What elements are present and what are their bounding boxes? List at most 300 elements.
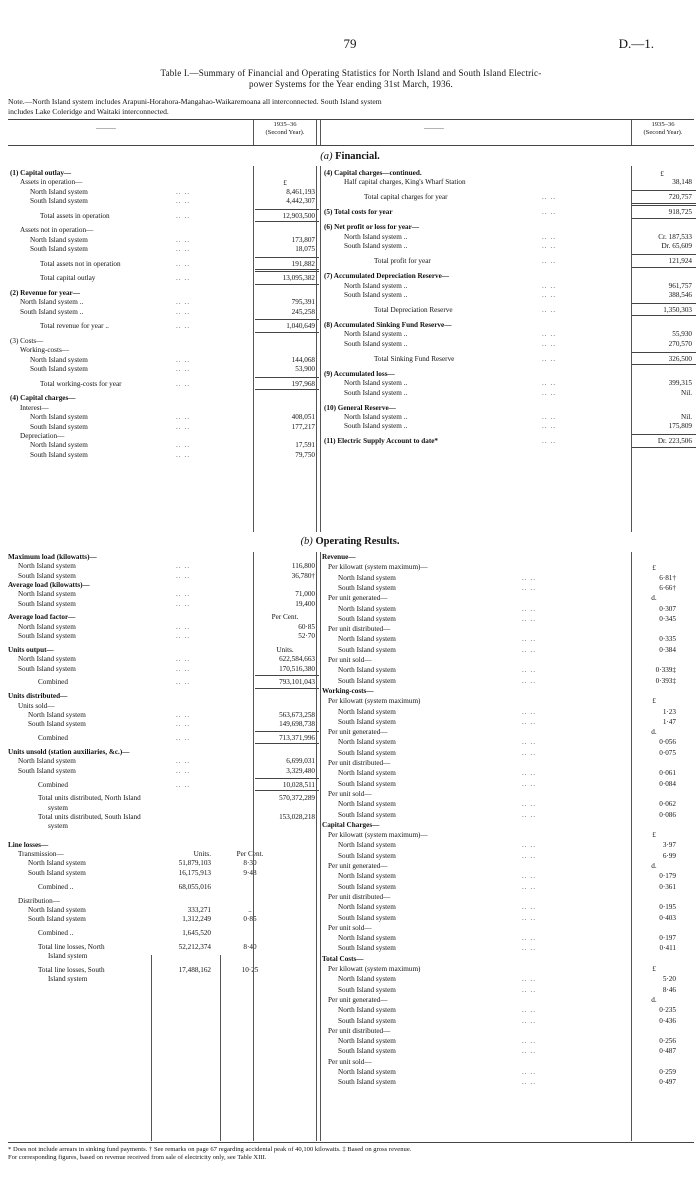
leader-dots: .. .. [522, 707, 536, 716]
row-label: Per unit distributed— [328, 759, 391, 767]
table-row [322, 583, 694, 593]
row-value: d. [651, 594, 657, 603]
line-losses-divider-1 [151, 955, 152, 1141]
row-label: Combined [38, 780, 68, 789]
row-label: North Island system [18, 562, 76, 571]
row-value: .. [248, 905, 252, 914]
row-label: Maximum load (kilowatts)— [8, 553, 97, 561]
table-row [322, 696, 694, 706]
row-value: 0·256 [659, 1037, 676, 1046]
table-row [8, 780, 318, 790]
table-row [8, 599, 318, 609]
row-label: South Island system [30, 245, 88, 254]
financial-divider-3 [320, 166, 321, 532]
total-rule [255, 731, 319, 732]
row-value: 0·384 [659, 645, 676, 654]
row-value: 55,930 [672, 330, 692, 339]
row-units-value: 1,312,249 [182, 915, 211, 924]
leader-dots: .. .. [176, 632, 190, 640]
row-label: North Island system [338, 934, 396, 943]
row-value: 0·056 [659, 738, 676, 747]
row-label: South Island system [338, 748, 396, 757]
table-row [322, 1016, 694, 1026]
row-label: Island system [48, 975, 88, 984]
leader-dots: .. .. [522, 810, 536, 819]
column-headers [8, 121, 694, 143]
right-year-header [632, 121, 694, 137]
table-row [8, 733, 318, 743]
table-row [322, 923, 694, 933]
total-rule [255, 675, 319, 676]
table-row [322, 665, 694, 675]
leader-dots: .. .. [176, 235, 190, 244]
table-row [322, 768, 694, 778]
leader-dots: .. .. [176, 355, 190, 364]
row-value: 0·259 [659, 1068, 676, 1076]
table-row [322, 758, 694, 768]
leader-dots: .. .. [522, 1047, 536, 1056]
total-rule [632, 352, 696, 353]
row-label: North Island system [338, 738, 396, 747]
table-row [322, 1067, 694, 1077]
header-divider-2 [316, 120, 317, 145]
row-value: 961,757 [668, 281, 692, 290]
row-label: North Island system [28, 710, 86, 719]
row-label: Total capital charges for year [364, 193, 448, 202]
leader-dots: .. .. [176, 720, 190, 729]
table-row [8, 244, 318, 254]
operating-divider-3 [320, 552, 321, 1141]
table-title-line-2: power Systems for the Year ending 31st March, 1936. [249, 79, 453, 89]
table-row [322, 305, 694, 315]
row-label: South Island system [30, 422, 88, 431]
table-row [322, 985, 694, 995]
row-label: North Island system [338, 841, 396, 850]
table-row [8, 259, 318, 269]
row-value: 9·48 [243, 868, 257, 877]
row-value: 149,698,738 [279, 720, 315, 729]
table-row [322, 943, 694, 953]
operating-heading-text: Operating Results. [315, 536, 400, 547]
leader-dots: .. .. [522, 800, 536, 809]
table-row [322, 388, 694, 398]
row-label: South Island system [338, 1047, 396, 1056]
row-label: (1) Capital outlay— [10, 169, 72, 177]
leader-dots: .. .. [542, 422, 556, 431]
footnote-line-1: * Does not include arrears in sinking fund payments. † See remarks on page 67 regarding accidental peak of 40,100 kilowatts. ‡ Based on gross revenue. [8, 1146, 412, 1153]
leader-dots: .. .. [522, 676, 536, 685]
table-row [322, 624, 694, 634]
row-label: Per kilowatt (system maximum) [328, 965, 421, 973]
page-header [0, 36, 700, 52]
leader-dots: .. .. [522, 903, 536, 912]
row-value: Dr. 65,609 [661, 242, 692, 251]
row-label: South Island system [338, 944, 396, 953]
table-row [8, 951, 318, 961]
leader-dots: .. .. [176, 322, 190, 331]
row-label: Total working-costs for year [40, 379, 122, 388]
operating-divider-4 [631, 552, 632, 1141]
leader-dots: .. .. [542, 413, 556, 421]
row-label: Per kilowatt (system maximum)— [328, 831, 428, 840]
row-value: £ [652, 697, 656, 706]
left-year-sublabel: (Second Year). [265, 129, 305, 136]
row-label: South Island system [18, 632, 76, 640]
table-row [322, 799, 694, 809]
leader-dots: .. .. [522, 573, 536, 582]
table-row [322, 820, 694, 830]
leader-dots: .. .. [542, 257, 556, 266]
row-label: North Island system .. [344, 281, 408, 290]
footnote-line-2: For corresponding figures, based on revenue received from sale of electricity only, see Table XIII. [8, 1154, 267, 1161]
row-label: North Island system [338, 635, 396, 644]
table-row [322, 871, 694, 881]
leader-dots: .. .. [522, 1068, 536, 1076]
row-label: (4) Capital charges—continued. [324, 169, 422, 177]
row-value: 3·97 [662, 841, 676, 850]
table-row [322, 954, 694, 964]
row-label: North Island system [338, 573, 396, 582]
row-value: 0·345 [659, 614, 676, 623]
row-value: 116,800 [291, 562, 315, 571]
table-row [322, 207, 694, 217]
table-row [8, 868, 318, 878]
row-label: Per unit sold— [328, 1057, 372, 1066]
row-label: North Island system [338, 872, 396, 881]
row-value: d. [651, 728, 657, 737]
leader-dots: .. .. [522, 635, 536, 644]
row-label: North Island system [338, 707, 396, 716]
row-value: 563,673,258 [279, 710, 315, 719]
row-value: 0·195 [659, 903, 676, 912]
row-value: 720,757 [668, 193, 692, 202]
row-label: South Island system .. [344, 242, 408, 251]
table-row [322, 290, 694, 300]
right-year-label: 1935–36 [651, 121, 675, 128]
row-label: North Island system [338, 975, 396, 984]
header-divider-4 [631, 120, 632, 145]
leader-dots: .. .. [176, 562, 190, 571]
table-row [322, 593, 694, 603]
row-value: Units. [276, 645, 294, 654]
leader-dots: .. .. [542, 306, 556, 314]
row-value: 177,217 [291, 422, 315, 431]
leader-dots: .. .. [542, 291, 556, 299]
row-label: Average load (kilowatts)— [8, 580, 90, 589]
table-row [322, 974, 694, 984]
total-rule [255, 257, 319, 258]
left-year-header [254, 121, 316, 137]
row-label: Depreciation— [20, 432, 65, 440]
row-value: 0·075 [659, 748, 676, 757]
table-row [8, 273, 318, 283]
total-rule [255, 743, 319, 744]
row-label: Total assets not in operation [40, 259, 121, 268]
leader-dots: .. .. [176, 365, 190, 374]
row-label: (5) Total costs for year [324, 208, 393, 217]
total-rule [632, 218, 696, 219]
unit-symbol: £ [652, 564, 656, 573]
row-label: North Island system [338, 1068, 396, 1076]
leader-dots: .. .. [522, 851, 536, 860]
row-label: (8) Accumulated Sinking Fund Reserve— [324, 321, 452, 329]
row-label: Combined .. [38, 929, 74, 937]
row-label: Per unit generated— [328, 594, 388, 603]
row-label: Interest— [20, 403, 49, 412]
row-units-value: 52,212,374 [178, 942, 211, 951]
leader-dots: .. .. [176, 187, 190, 196]
row-value: 918,725 [668, 208, 692, 217]
row-value: 408,051 [291, 413, 315, 422]
row-label: North Island system [338, 1037, 396, 1046]
table-row [8, 321, 318, 331]
table-row [322, 737, 694, 747]
row-label: South Island system [28, 915, 86, 924]
total-rule [255, 377, 319, 378]
footnotes [8, 1146, 698, 1162]
table-row [322, 707, 694, 717]
leader-dots: .. .. [522, 985, 536, 994]
row-value: 1·23 [662, 707, 676, 716]
leader-dots: .. .. [522, 769, 536, 778]
line-losses-divider-2 [220, 955, 221, 1141]
row-label: Total Costs— [322, 954, 364, 963]
row-label: South Island system [338, 676, 396, 685]
table-row [322, 604, 694, 614]
leader-dots: .. .. [522, 583, 536, 592]
row-label: North Island system [30, 441, 88, 450]
table-row [322, 892, 694, 902]
row-value: 0·411 [659, 944, 676, 953]
row-label: (9) Accumulated loss— [324, 369, 395, 378]
row-label: North Island system [338, 800, 396, 809]
row-label: Per unit generated— [328, 728, 388, 737]
row-label: North Island system [338, 903, 396, 912]
row-label: (7) Accumulated Depreciation Reserve— [324, 272, 450, 281]
row-value: 1·47 [662, 717, 676, 726]
row-label: South Island system [338, 851, 396, 860]
row-value: 121,924 [668, 257, 692, 266]
row-label: South Island system [28, 868, 86, 877]
row-value: 8·30 [243, 859, 257, 868]
row-value: 79,750 [295, 450, 315, 459]
row-value: 71,000 [295, 590, 315, 599]
table-row [322, 779, 694, 789]
total-rule [632, 315, 696, 316]
table-row [8, 364, 318, 374]
leader-dots: .. .. [176, 766, 190, 775]
table-row [8, 307, 318, 317]
row-label: North Island system [18, 655, 76, 664]
leader-dots: .. .. [542, 339, 556, 348]
row-value: 10,028,511 [282, 780, 315, 789]
row-label: South Island system [338, 810, 396, 819]
total-rule [255, 778, 319, 779]
row-value: 0·179 [659, 872, 676, 881]
table-row [322, 1046, 694, 1056]
row-label: South Island system [338, 717, 396, 726]
financial-divider-1 [253, 166, 254, 532]
row-value: 191,882 [291, 259, 315, 268]
row-label: Transmission— [18, 850, 64, 859]
leader-dots: .. .. [176, 307, 190, 316]
row-label: South Island system [338, 645, 396, 654]
table-row [322, 810, 694, 820]
row-label: Total units distributed, North Island [38, 794, 141, 803]
row-value: 6,699,031 [286, 757, 315, 766]
table-row [322, 192, 694, 202]
leader-dots: .. .. [522, 1006, 536, 1015]
leader-dots: .. .. [542, 388, 556, 397]
row-label: North Island system .. [344, 379, 408, 388]
total-rule [255, 269, 319, 270]
table-row [322, 789, 694, 799]
table-row [322, 1077, 694, 1087]
row-label: system [48, 803, 68, 812]
leader-dots: .. .. [542, 193, 556, 202]
row-value: 6·99 [662, 851, 676, 860]
row-value: 0·85 [243, 915, 257, 924]
row-value: 0·339‡ [655, 666, 676, 675]
row-value: 0·361 [659, 882, 676, 891]
operating-divider-1 [253, 552, 254, 1141]
row-label: South Island system [338, 913, 396, 922]
total-rule [632, 254, 696, 255]
table-row [322, 882, 694, 892]
row-value: 3,329,480 [286, 766, 315, 775]
leader-dots: .. .. [522, 944, 536, 953]
row-label: North Island system .. [344, 330, 408, 339]
row-label: Total line losses, North [38, 942, 105, 951]
row-units-value: 68,055,016 [178, 882, 211, 891]
row-label: (4) Capital charges— [10, 394, 76, 403]
row-value: 197,968 [291, 379, 315, 388]
row-value: £ [652, 965, 656, 973]
row-value: 326,500 [668, 354, 692, 363]
row-label: North Island system [30, 235, 88, 244]
row-label: Assets not in operation— [20, 226, 94, 235]
row-label: Per unit distributed— [328, 1026, 391, 1035]
row-label: (2) Revenue for year— [10, 289, 80, 297]
row-value: 1,350,303 [663, 306, 692, 314]
row-value: 795,391 [291, 298, 315, 307]
total-rule [255, 271, 319, 272]
row-label: North Island system [28, 859, 86, 868]
row-value: 399,315 [668, 379, 692, 388]
row-label: Units unsold (station auxiliaries, &c.)— [8, 748, 130, 756]
left-year-label: 1935–36 [273, 121, 297, 128]
leader-dots: .. .. [176, 441, 190, 450]
table-row [322, 1036, 694, 1046]
row-value: 17,591 [295, 441, 315, 450]
table-row [322, 1026, 694, 1036]
table-row [322, 851, 694, 861]
financial-right-column [322, 168, 694, 538]
table-row [322, 1005, 694, 1015]
row-value: 713,371,996 [279, 734, 315, 743]
table-row [322, 241, 694, 251]
row-value: 622,584,663 [279, 655, 315, 664]
row-value: 6·66† [659, 583, 676, 592]
row-value: 6·81† [659, 573, 676, 582]
row-value: 10·25 [241, 966, 259, 975]
row-label: Combined [38, 678, 68, 687]
leader-dots: .. .. [176, 780, 190, 789]
row-label: South Island system [338, 1078, 396, 1087]
row-label: Per unit sold— [328, 789, 372, 798]
row-label: Combined .. [38, 882, 74, 891]
row-label: Units output— [8, 645, 54, 654]
table-row [322, 354, 694, 364]
table-row [8, 882, 318, 892]
table-row [322, 717, 694, 727]
row-value: 170,516,380 [279, 664, 315, 673]
row-value: Nil. [681, 413, 692, 421]
table-row [322, 840, 694, 850]
row-value: 173,807 [291, 235, 315, 244]
leader-dots: .. .. [176, 757, 190, 766]
row-label: North Island system [30, 187, 88, 196]
table-row [322, 995, 694, 1005]
leader-dots: .. .. [522, 614, 536, 623]
row-label: Working-costs— [20, 346, 69, 355]
row-value: 245,258 [291, 307, 315, 316]
table-row [8, 766, 318, 776]
row-value: 1,040,649 [286, 322, 315, 331]
row-value: 0·197 [659, 934, 676, 943]
total-rule [632, 434, 696, 435]
document-reference: D.—1. [618, 36, 654, 51]
row-value: 18,075 [295, 245, 315, 254]
table-row [322, 614, 694, 624]
page-number: 79 [343, 36, 357, 51]
total-rule [632, 203, 696, 204]
total-rule [632, 205, 696, 206]
row-label: North Island system .. [344, 232, 408, 241]
row-label: Half capital charges, King's Wharf Station [344, 178, 466, 187]
table-row [8, 914, 318, 924]
table-row [322, 748, 694, 758]
leader-dots: .. .. [522, 666, 536, 675]
row-label: Per kilowatt (system maximum)— [328, 563, 428, 572]
total-rule [632, 364, 696, 365]
row-label: Total assets in operation [40, 211, 110, 220]
row-label: Per unit sold— [328, 656, 372, 664]
row-value: d. [651, 862, 657, 870]
leader-dots: .. .. [522, 779, 536, 788]
row-value: 53,900 [295, 365, 315, 374]
leader-dots: .. .. [522, 882, 536, 891]
table-title-line-1: Table I.—Summary of Financial and Operating Statistics for North Island and South Island Electric- [160, 68, 542, 78]
row-label: North Island system [28, 905, 86, 914]
operating-divider-2 [316, 552, 317, 1141]
row-value: 0·497 [659, 1078, 676, 1087]
row-value: Cr. 187,533 [658, 232, 692, 241]
leader-dots: .. .. [176, 655, 190, 664]
top-rule [8, 119, 694, 120]
leader-dots: .. .. [176, 599, 190, 608]
leader-dots: .. .. [176, 259, 190, 268]
row-label: Assets in operation— [20, 178, 83, 187]
table-row [322, 339, 694, 349]
table-row [8, 450, 318, 460]
total-rule [255, 209, 319, 210]
right-column-dash: ——— [424, 125, 444, 132]
row-label: South Island system [28, 720, 86, 729]
row-label: North Island system [18, 757, 76, 766]
row-value: 144,068 [291, 355, 315, 364]
leader-dots: .. .. [542, 242, 556, 251]
